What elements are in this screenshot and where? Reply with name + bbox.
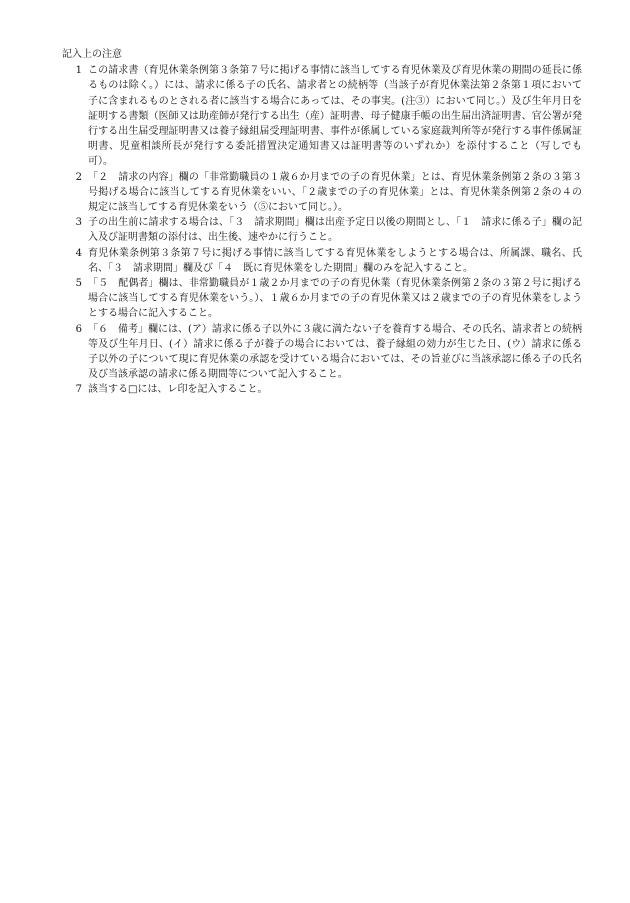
note-item-1 — [62, 63, 582, 169]
note-number: 1 — [75, 65, 82, 77]
note-item-2 — [62, 170, 582, 216]
note-text: 育児休業条例第３条第７号に掲げる事情に該当してする育児休業をしようとする場合は、所属課、職名、氏名、「３ 請求期間」欄及び「４ 既に育児休業をした期間」欄のみを記入すること。 — [88, 247, 582, 274]
note-item-5 — [62, 276, 582, 322]
note-list — [62, 63, 582, 397]
note-item-3 — [62, 215, 582, 245]
note-number: 3 — [75, 217, 82, 229]
note-number: 6 — [75, 323, 82, 335]
note-item-7 — [62, 382, 582, 397]
note-number: 4 — [75, 247, 82, 259]
note-number: 7 — [75, 384, 82, 396]
note-text: この請求書（育児休業条例第３条第７号に掲げる事情に該当してする育児休業及び育児休業の期間の延長に係るものは除く。）には、請求に係る子の氏名、請求者との続柄等（当該子が育児休業法第２条第１項において子に含まれるものとされる者に該当する場合にあっては、その事実。(注③）において同じ。）及び生年月日を証明する書類（医師又は助産師が発行する出生（産）証明書、母子健康手帳の出生届出済証明書、官公署が発行する出生届受理証明書又は養子縁組届受理証明書、事件が係属している家庭裁判所等が発行する事件係属証明書、児童相談所長が発行する委託措置決定通知書又は証明書等のいずれか）を添付すること（写しでも可）。 — [88, 65, 582, 168]
note-item-4 — [62, 246, 582, 276]
note-item-6 — [62, 322, 582, 383]
notes-section — [62, 47, 582, 398]
notes-title: 記入上の注意 — [62, 49, 122, 60]
note-number: 5 — [75, 278, 82, 290]
note-text: 「５ 配偶者」欄は、非常勤職員が１歳２か月までの子の育児休業（育児休業条例第２条の３第２号に掲げる場合に該当してする育児休業をいう。）、１歳６か月までの子の育児休業又は２歳までの子の育児休業をしようとする場合に記入すること。 — [88, 278, 582, 320]
note-text: 子の出生前に請求する場合は、「３ 請求期間」欄は出産予定日以後の期間とし、「１ 請求に係る子」欄の記入及び証明書類の添付は、出生後、速やかに行うこと。 — [88, 217, 582, 244]
note-text: 該当する□には、レ印を記入すること。 — [88, 384, 268, 396]
note-text: 「２ 請求の内容」欄の「非常勤職員の１歳６か月までの子の育児休業」とは、育児休業条例第２条の３第３号掲げる場合に該当してする育児休業をいい、「２歳までの子の育児休業」とは、育児休業条例第２条の４の規定に該当してする育児休業をいう（⑤において同じ。）。 — [88, 171, 582, 214]
note-text: 「６ 備考」欄には、(ア）請求に係る子以外に３歳に満たない子を養育する場合、その氏名、請求者との続柄等及び生年月日、(イ）請求に係る子が養子の場合においては、養子縁組の効力が生じた日、(ウ）請求に係る子以外の子について現に育児休業の承認を受けている場合においては、その旨並びに当該承認に係る子の氏名及び当該承認の請求に係る期間等について記入すること。 — [88, 323, 582, 381]
note-number: 2 — [75, 171, 82, 183]
